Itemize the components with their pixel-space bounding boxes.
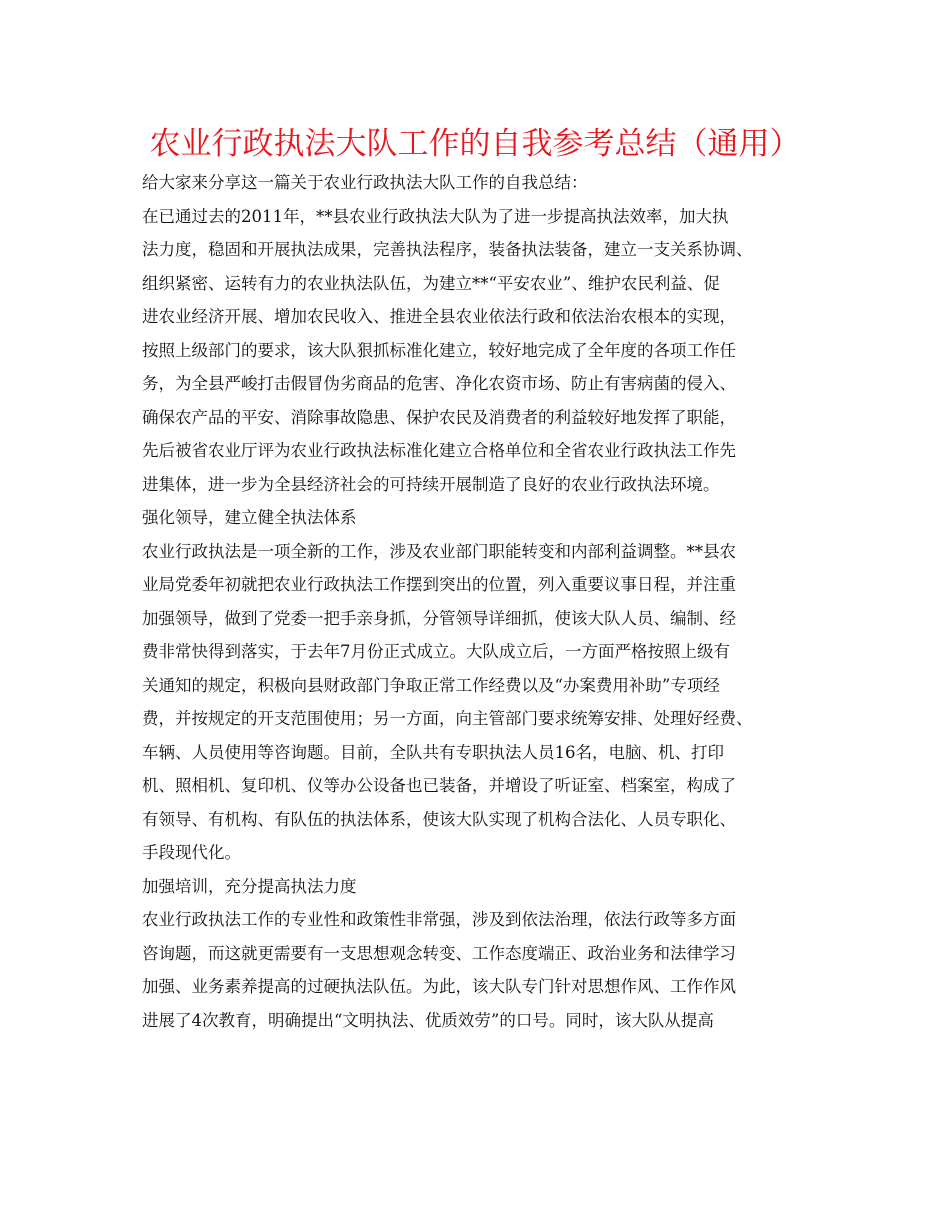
- body-line: 咨询题，而这就更需要有一支思想观念转变、工作态度端正、政治业务和法律学习: [142, 943, 736, 963]
- body-line: 农业行政执法是一项全新的工作，涉及农业部门职能转变和内部利益调整。**县农: [142, 541, 736, 561]
- body-line: 加强、业务素养提高的过硬执法队伍。为此，该大队专门针对思想作风、工作作风: [142, 977, 736, 996]
- body-line: 组织紧密、运转有力的农业执法队伍，为建立**“平安农业”、维护农民利益、促: [142, 273, 720, 293]
- body-line: 确保农产品的平安、消除事故隐患、保护农民及消费者的利益较好地发挥了职能，: [142, 407, 736, 427]
- body-line: 先后被省农业厅评为农业行政执法标准化建立合格单位和全省农业行政执法工作先: [142, 441, 736, 460]
- document-body: [142, 166, 822, 1037]
- body-line: 费，并按规定的开支范围使用；另一方面，向主管部门要求统筹安排、处理好经费、: [142, 709, 753, 728]
- body-line: 进农业经济开展、增加农民收入、推进全县农业依法行政和依法治农根本的实现，: [142, 307, 736, 326]
- document-title: 农业行政执法大队工作的自我参考总结（通用）: [149, 126, 801, 162]
- section-heading: 强化领导，建立健全执法体系: [142, 508, 357, 527]
- body-line: 进展了4次教育，明确提出“文明执法、优质效劳”的口号。同时，该大队从提高: [142, 1010, 714, 1030]
- body-line: 车辆、人员使用等咨询题。目前，全队共有专职执法人员16名，电脑、机、打印: [142, 742, 724, 762]
- body-line: 法力度，稳固和开展执法成果，完善执法程序，装备执法装备，建立一支关系协调、: [142, 240, 753, 259]
- body-line: 手段现代化。: [142, 843, 241, 862]
- body-line: 农业行政执法工作的专业性和政策性非常强，涉及到依法治理，依法行政等多方面: [142, 910, 736, 929]
- body-line: 加强领导，做到了党委一把手亲身抓，分管领导详细抓，使该大队人员、编制、经: [142, 608, 736, 628]
- body-line: 有领导、有机构、有队伍的执法体系，使该大队实现了机构合法化、人员专职化、: [142, 809, 736, 829]
- body-line: 业局党委年初就把农业行政执法工作摆到突出的位置，列入重要议事日程，并注重: [142, 575, 736, 594]
- body-line: 按照上级部门的要求，该大队狠抓标准化建立，较好地完成了全年度的各项工作任: [142, 340, 736, 360]
- body-line: 务，为全县严峻打击假冒伪劣商品的危害、净化农资市场、防止有害病菌的侵入、: [142, 374, 736, 393]
- body-line: 给大家来分享这一篇关于农业行政执法大队工作的自我总结：: [142, 173, 588, 192]
- body-line: 机、照相机、复印机、仪等办公设备也已装备，并增设了听证室、档案室，构成了: [142, 776, 736, 795]
- body-line: 进集体，进一步为全县经济社会的可持续开展制造了良好的农业行政执法环境。: [142, 474, 720, 494]
- body-line: 关通知的规定，积极向县财政部门争取正常工作经费以及“办案费用补助”专项经: [142, 675, 720, 695]
- section-heading: 加强培训，充分提高执法力度: [142, 876, 357, 896]
- body-line: 在已通过去的2011年，**县农业行政执法大队为了进一步提高执法效率，加大执: [142, 206, 729, 226]
- body-line: 费非常快得到落实，于去年7月份正式成立。大队成立后，一方面严格按照上级有: [142, 642, 730, 661]
